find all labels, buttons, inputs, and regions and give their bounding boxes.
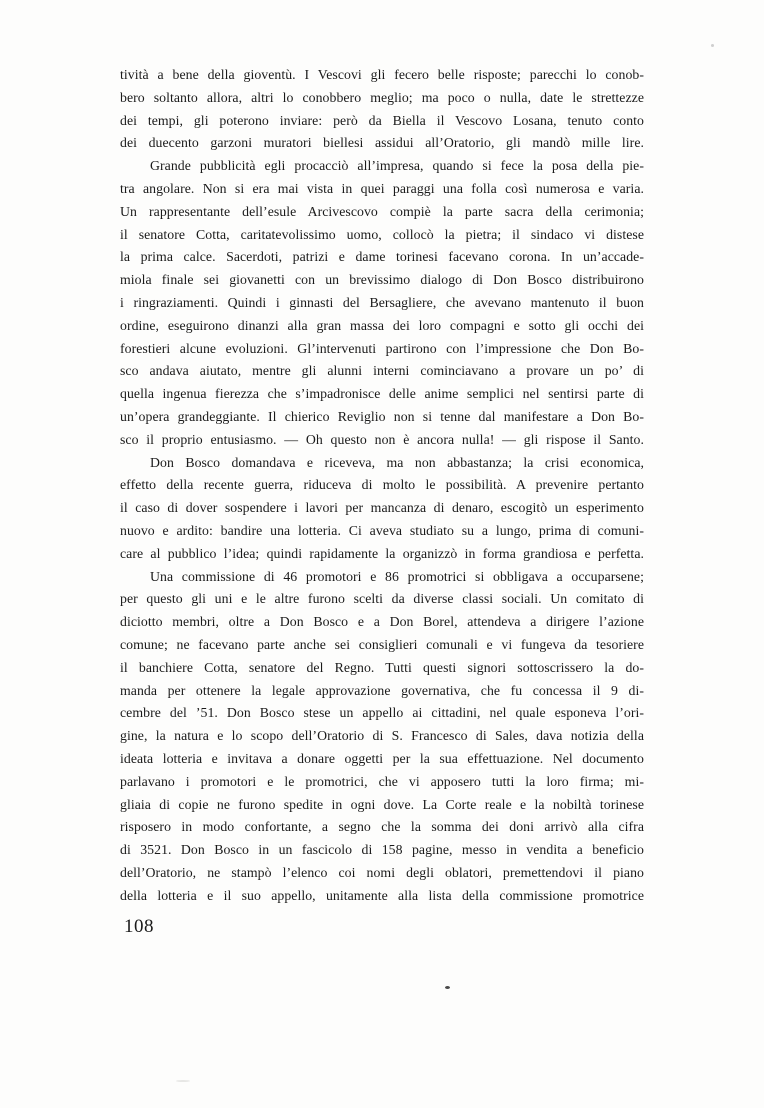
text-line: il caso di dover sospendere i lavori per mancanza di denaro, escogitò un esperimento xyxy=(120,500,644,516)
text-line: ordine, eseguirono dinanzi alla gran massa dei loro compagni e sotto gli occhi dei xyxy=(120,317,644,333)
text-line: risposero in modo confortante, a segno che la somma dei doni arrivò alla cifra xyxy=(120,819,644,835)
text-line: miola finale sei giovanetti con un brevissimo dialogo di Don Bosco distribuirono xyxy=(120,272,644,288)
text-line: gine, la natura e lo scopo dell’Oratorio di S. Francesco di Sales, dava notizia della xyxy=(120,728,644,744)
text-line: tra angolare. Non si era mai vista in quei paraggi una folla così numerosa e varia. xyxy=(120,180,644,196)
text-line: Un rappresentante dell’esule Arcivescovo compiè la parte sacra della cerimonia; xyxy=(120,203,644,219)
page-number: 108 xyxy=(124,916,154,937)
text-line: di 3521. Don Bosco in un fascicolo di 158 pagine, messo in vendita a beneficio xyxy=(120,842,644,858)
scan-speck xyxy=(445,986,450,989)
text-line: il senatore Cotta, caritatevolissimo uomo, collocò la pietra; il sindaco vi distese xyxy=(120,226,644,242)
text-line: tività a bene della gioventù. I Vescovi gli fecero belle risposte; parecchi lo conob- xyxy=(120,67,644,82)
scan-smudge xyxy=(176,1080,190,1082)
text-line: parlavano i promotori e le promotrici, che vi apposero tutti la loro firma; mi- xyxy=(120,773,644,789)
text-block xyxy=(120,64,644,907)
text-line: un’opera grandeggiante. Il chierico Reviglio non si tenne dal manifestare a Don Bo- xyxy=(120,408,644,424)
text-line: nuovo e ardito: bandire una lotteria. Ci aveva studiato su a lungo, prima di comuni- xyxy=(120,522,644,538)
text-line: forestieri alcune evoluzioni. Gl’intervenuti partirono con l’impressione che Don Bo- xyxy=(120,340,644,356)
text-line: il banchiere Cotta, senatore del Regno. Tutti questi signori sottoscrissero la do- xyxy=(120,659,644,675)
text-line: bero soltanto allora, altri lo conobbero meglio; ma poco o nulla, date le strettezze xyxy=(120,89,644,105)
scan-speck xyxy=(711,44,714,47)
text-line: ideata lotteria e invitava a donare oggetti per la sua effettuazione. Nel documento xyxy=(120,750,644,766)
text-line: quella ingenua fierezza che s’impadronisce delle anime semplici nel sentirsi parte di xyxy=(120,386,644,402)
text-line: dei tempi, gli poterono inviare: però da Biella il Vescovo Losana, tenuto conto xyxy=(120,112,644,128)
text-line: dei duecento garzoni muratori biellesi assidui all’Oratorio, gli mandò mille lire. xyxy=(120,135,644,151)
text-line: sco andava aiutato, mentre gli alunni interni cominciavano a provare un po’ di xyxy=(120,363,644,379)
text-line: manda per ottenere la legale approvazione governativa, che fu concessa il 9 di- xyxy=(120,682,644,698)
text-line: effetto della recente guerra, riduceva di molto le possibilità. A prevenire pertanto xyxy=(120,477,644,493)
text-line: care al pubblico l’idea; quindi rapidamente la organizzò in forma grandiosa e perfetta. xyxy=(120,545,644,561)
text-line: i ringraziamenti. Quindi i ginnasti del Bersagliere, che avevano mantenuto il buon xyxy=(120,294,644,310)
text-line: sco il proprio entusiasmo. — Oh questo non è ancora nulla! — gli rispose il Santo. xyxy=(120,431,644,447)
text-line: gliaia di copie ne furono spedite in ogni dove. La Corte reale e la nobiltà torinese xyxy=(120,796,644,812)
text-line: cembre del ’51. Don Bosco stese un appello ai cittadini, nel quale esponeva l’ori- xyxy=(120,705,644,721)
text-line: della lotteria e il suo appello, unitamente alla lista della commissione promotrice xyxy=(120,887,644,903)
text-line: Una commissione di 46 promotori e 86 promotrici si obbligava a occuparsene; xyxy=(150,568,644,584)
text-line: Don Bosco domandava e riceveva, ma non abbastanza; la crisi economica, xyxy=(150,454,644,470)
text-line: dell’Oratorio, ne stampò l’elenco coi nomi degli oblatori, premettendovi il piano xyxy=(120,864,644,880)
text-line: diciotto membri, oltre a Don Bosco e a Don Borel, attendeva a dirigere l’azione xyxy=(120,614,644,630)
text-line: la prima calce. Sacerdoti, patrizi e dame torinesi facevano corona. In un’accade- xyxy=(120,249,644,265)
text-line: comune; ne facevano parte anche sei consiglieri comunali e vi fungeva da tesoriere xyxy=(120,636,644,652)
text-line: per questo gli uni e le altre furono scelti da diverse classi sociali. Un comitato di xyxy=(120,591,644,607)
text-line: Grande pubblicità egli procacciò all’impresa, quando si fece la posa della pie- xyxy=(150,158,644,174)
